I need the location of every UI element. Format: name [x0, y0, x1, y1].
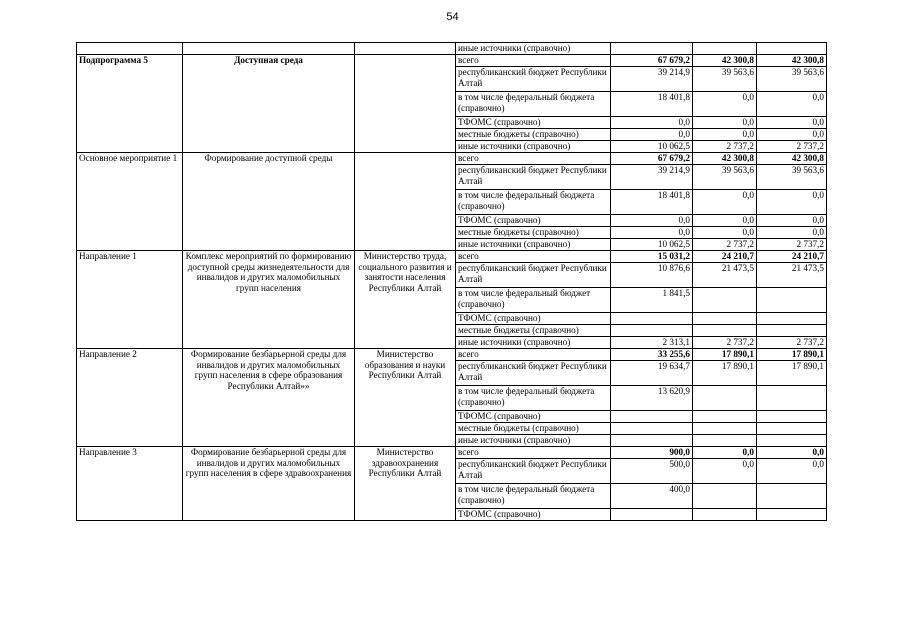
source-label: республиканский бюджет Республики Алтай	[456, 67, 611, 92]
cell-empty	[355, 43, 456, 55]
value-cell: 10 062,5	[611, 141, 693, 153]
value-cell: 21 473,5	[757, 263, 827, 288]
value-cell	[611, 313, 693, 325]
value-cell: 500,0	[611, 459, 693, 484]
source-label: в том числе федеральный бюджета (справочно)	[456, 386, 611, 411]
value-cell: 0,0	[693, 92, 757, 117]
value-cell: 67 679,2	[611, 55, 693, 67]
value-cell: 18 401,8	[611, 190, 693, 215]
value-cell: 0,0	[611, 129, 693, 141]
value-cell: 0,0	[757, 459, 827, 484]
block-title: Доступная среда	[183, 55, 355, 153]
value-cell	[693, 509, 757, 521]
value-cell: 17 890,1	[757, 349, 827, 361]
block-title: Комплекс мероприятий по формированию доступной среды жизнедеятельности для инвалидов и других маломобильных групп населения	[183, 251, 355, 349]
value-cell: 42 300,8	[693, 55, 757, 67]
value-cell: 2 737,2	[757, 239, 827, 251]
source-label: ТФОМС (справочно)	[456, 215, 611, 227]
value-cell: 42 300,8	[757, 55, 827, 67]
value-cell: 24 210,7	[693, 251, 757, 263]
value-cell	[757, 288, 827, 313]
source-label: местные бюджеты (справочно)	[456, 129, 611, 141]
value-cell: 39 214,9	[611, 165, 693, 190]
table-row-top	[77, 43, 827, 55]
value-cell: 0,0	[757, 129, 827, 141]
value-cell: 42 300,8	[693, 153, 757, 165]
block-executor	[355, 153, 456, 251]
value-cell: 900,0	[611, 447, 693, 459]
value-cell	[693, 325, 757, 337]
value-cell: 15 031,2	[611, 251, 693, 263]
value-cell	[757, 43, 827, 55]
value-cell: 0,0	[693, 117, 757, 129]
source-label: всего	[456, 55, 611, 67]
source-label: в том числе федеральный бюджета (справочно)	[456, 92, 611, 117]
source-label: в том числе федеральный бюджета (справочно)	[456, 484, 611, 509]
value-cell	[757, 325, 827, 337]
block-name: Основное мероприятие 1	[77, 153, 183, 251]
budget-table	[76, 42, 827, 521]
source-label: ТФОМС (справочно)	[456, 509, 611, 521]
value-cell: 2 737,2	[757, 337, 827, 349]
block-name: Направление 1	[77, 251, 183, 349]
value-cell	[693, 43, 757, 55]
block-title: Формирование безбарьерной среды для инвалидов и других маломобильных групп населения в сфере образования Республики Алтай»»	[183, 349, 355, 447]
value-cell: 10 876,6	[611, 263, 693, 288]
value-cell: 2 737,2	[693, 141, 757, 153]
value-cell	[693, 435, 757, 447]
source-label: иные источники (справочно)	[456, 141, 611, 153]
block-name: Направление 2	[77, 349, 183, 447]
value-cell: 400,0	[611, 484, 693, 509]
value-cell: 10 062,5	[611, 239, 693, 251]
value-cell: 21 473,5	[693, 263, 757, 288]
value-cell	[757, 435, 827, 447]
value-cell	[757, 423, 827, 435]
value-cell: 39 563,6	[693, 165, 757, 190]
value-cell: 0,0	[611, 215, 693, 227]
source-label: ТФОМС (справочно)	[456, 411, 611, 423]
source-label: местные бюджеты (справочно)	[456, 227, 611, 239]
source-label: всего	[456, 349, 611, 361]
source-label: республиканский бюджет Республики Алтай	[456, 361, 611, 386]
cell-empty	[183, 43, 355, 55]
table-row	[77, 55, 827, 67]
value-cell: 13 620,9	[611, 386, 693, 411]
source-label: ТФОМС (справочно)	[456, 117, 611, 129]
value-cell: 0,0	[757, 227, 827, 239]
value-cell: 0,0	[693, 227, 757, 239]
source-label: республиканский бюджет Республики Алтай	[456, 263, 611, 288]
source-label: иные источники (справочно)	[456, 239, 611, 251]
value-cell: 42 300,8	[757, 153, 827, 165]
source-label: республиканский бюджет Республики Алтай	[456, 165, 611, 190]
value-cell: 2 737,2	[693, 337, 757, 349]
value-cell: 0,0	[757, 92, 827, 117]
block-name: Подпрограмма 5	[77, 55, 183, 153]
value-cell	[757, 411, 827, 423]
value-cell: 17 890,1	[693, 349, 757, 361]
value-cell: 18 401,8	[611, 92, 693, 117]
value-cell: 17 890,1	[693, 361, 757, 386]
value-cell: 39 563,6	[757, 67, 827, 92]
cell-empty	[77, 43, 183, 55]
block-executor: Министерство труда, социального развития и занятости населения Республики Алтай	[355, 251, 456, 349]
value-cell: 0,0	[757, 190, 827, 215]
table-row	[77, 349, 827, 361]
value-cell	[611, 435, 693, 447]
value-cell	[757, 509, 827, 521]
value-cell: 0,0	[693, 215, 757, 227]
value-cell: 0,0	[693, 447, 757, 459]
value-cell: 19 634,7	[611, 361, 693, 386]
value-cell	[611, 411, 693, 423]
value-cell	[611, 509, 693, 521]
table-row	[77, 447, 827, 459]
value-cell: 0,0	[611, 117, 693, 129]
source-label: иные источники (справочно)	[456, 337, 611, 349]
value-cell	[693, 411, 757, 423]
value-cell: 39 563,6	[757, 165, 827, 190]
value-cell	[611, 325, 693, 337]
block-name: Направление 3	[77, 447, 183, 521]
table-row	[77, 153, 827, 165]
value-cell	[693, 288, 757, 313]
value-cell: 1 841,5	[611, 288, 693, 313]
value-cell: 0,0	[757, 215, 827, 227]
source-label: в том числе федеральный бюджета (справочно)	[456, 190, 611, 215]
value-cell: 39 563,6	[693, 67, 757, 92]
value-cell	[757, 313, 827, 325]
value-cell: 39 214,9	[611, 67, 693, 92]
block-executor	[355, 55, 456, 153]
block-title: Формирование доступной среды	[183, 153, 355, 251]
page-number: 54	[446, 11, 459, 23]
value-cell	[693, 423, 757, 435]
source-label: иные источники (справочно)	[456, 43, 611, 55]
value-cell: 0,0	[757, 117, 827, 129]
source-label: иные источники (справочно)	[456, 435, 611, 447]
value-cell: 0,0	[693, 129, 757, 141]
value-cell: 67 679,2	[611, 153, 693, 165]
value-cell: 0,0	[611, 227, 693, 239]
value-cell	[611, 43, 693, 55]
value-cell: 2 737,2	[757, 141, 827, 153]
value-cell	[693, 386, 757, 411]
value-cell	[693, 484, 757, 509]
source-label: ТФОМС (справочно)	[456, 313, 611, 325]
source-label: в том числе федеральный бюджет (справочно)	[456, 288, 611, 313]
value-cell: 33 255,6	[611, 349, 693, 361]
source-label: всего	[456, 153, 611, 165]
source-label: всего	[456, 251, 611, 263]
block-title: Формирование безбарьерной среды для инвалидов и других маломобильных групп населения в сфере здравоохранения	[183, 447, 355, 521]
value-cell: 2 313,1	[611, 337, 693, 349]
block-executor: Министерство образования и науки Республики Алтай	[355, 349, 456, 447]
value-cell: 24 210,7	[757, 251, 827, 263]
source-label: местные бюджеты (справочно)	[456, 423, 611, 435]
source-label: местные бюджеты (справочно)	[456, 325, 611, 337]
source-label: республиканский бюджет Республики Алтай	[456, 459, 611, 484]
value-cell: 0,0	[693, 459, 757, 484]
value-cell	[693, 313, 757, 325]
value-cell: 17 890,1	[757, 361, 827, 386]
value-cell	[757, 484, 827, 509]
value-cell: 0,0	[757, 447, 827, 459]
value-cell: 2 737,2	[693, 239, 757, 251]
table-row	[77, 251, 827, 263]
source-label: всего	[456, 447, 611, 459]
value-cell	[611, 423, 693, 435]
block-executor: Министерство здравоохранения Республики Алтай	[355, 447, 456, 521]
value-cell: 0,0	[693, 190, 757, 215]
value-cell	[757, 386, 827, 411]
